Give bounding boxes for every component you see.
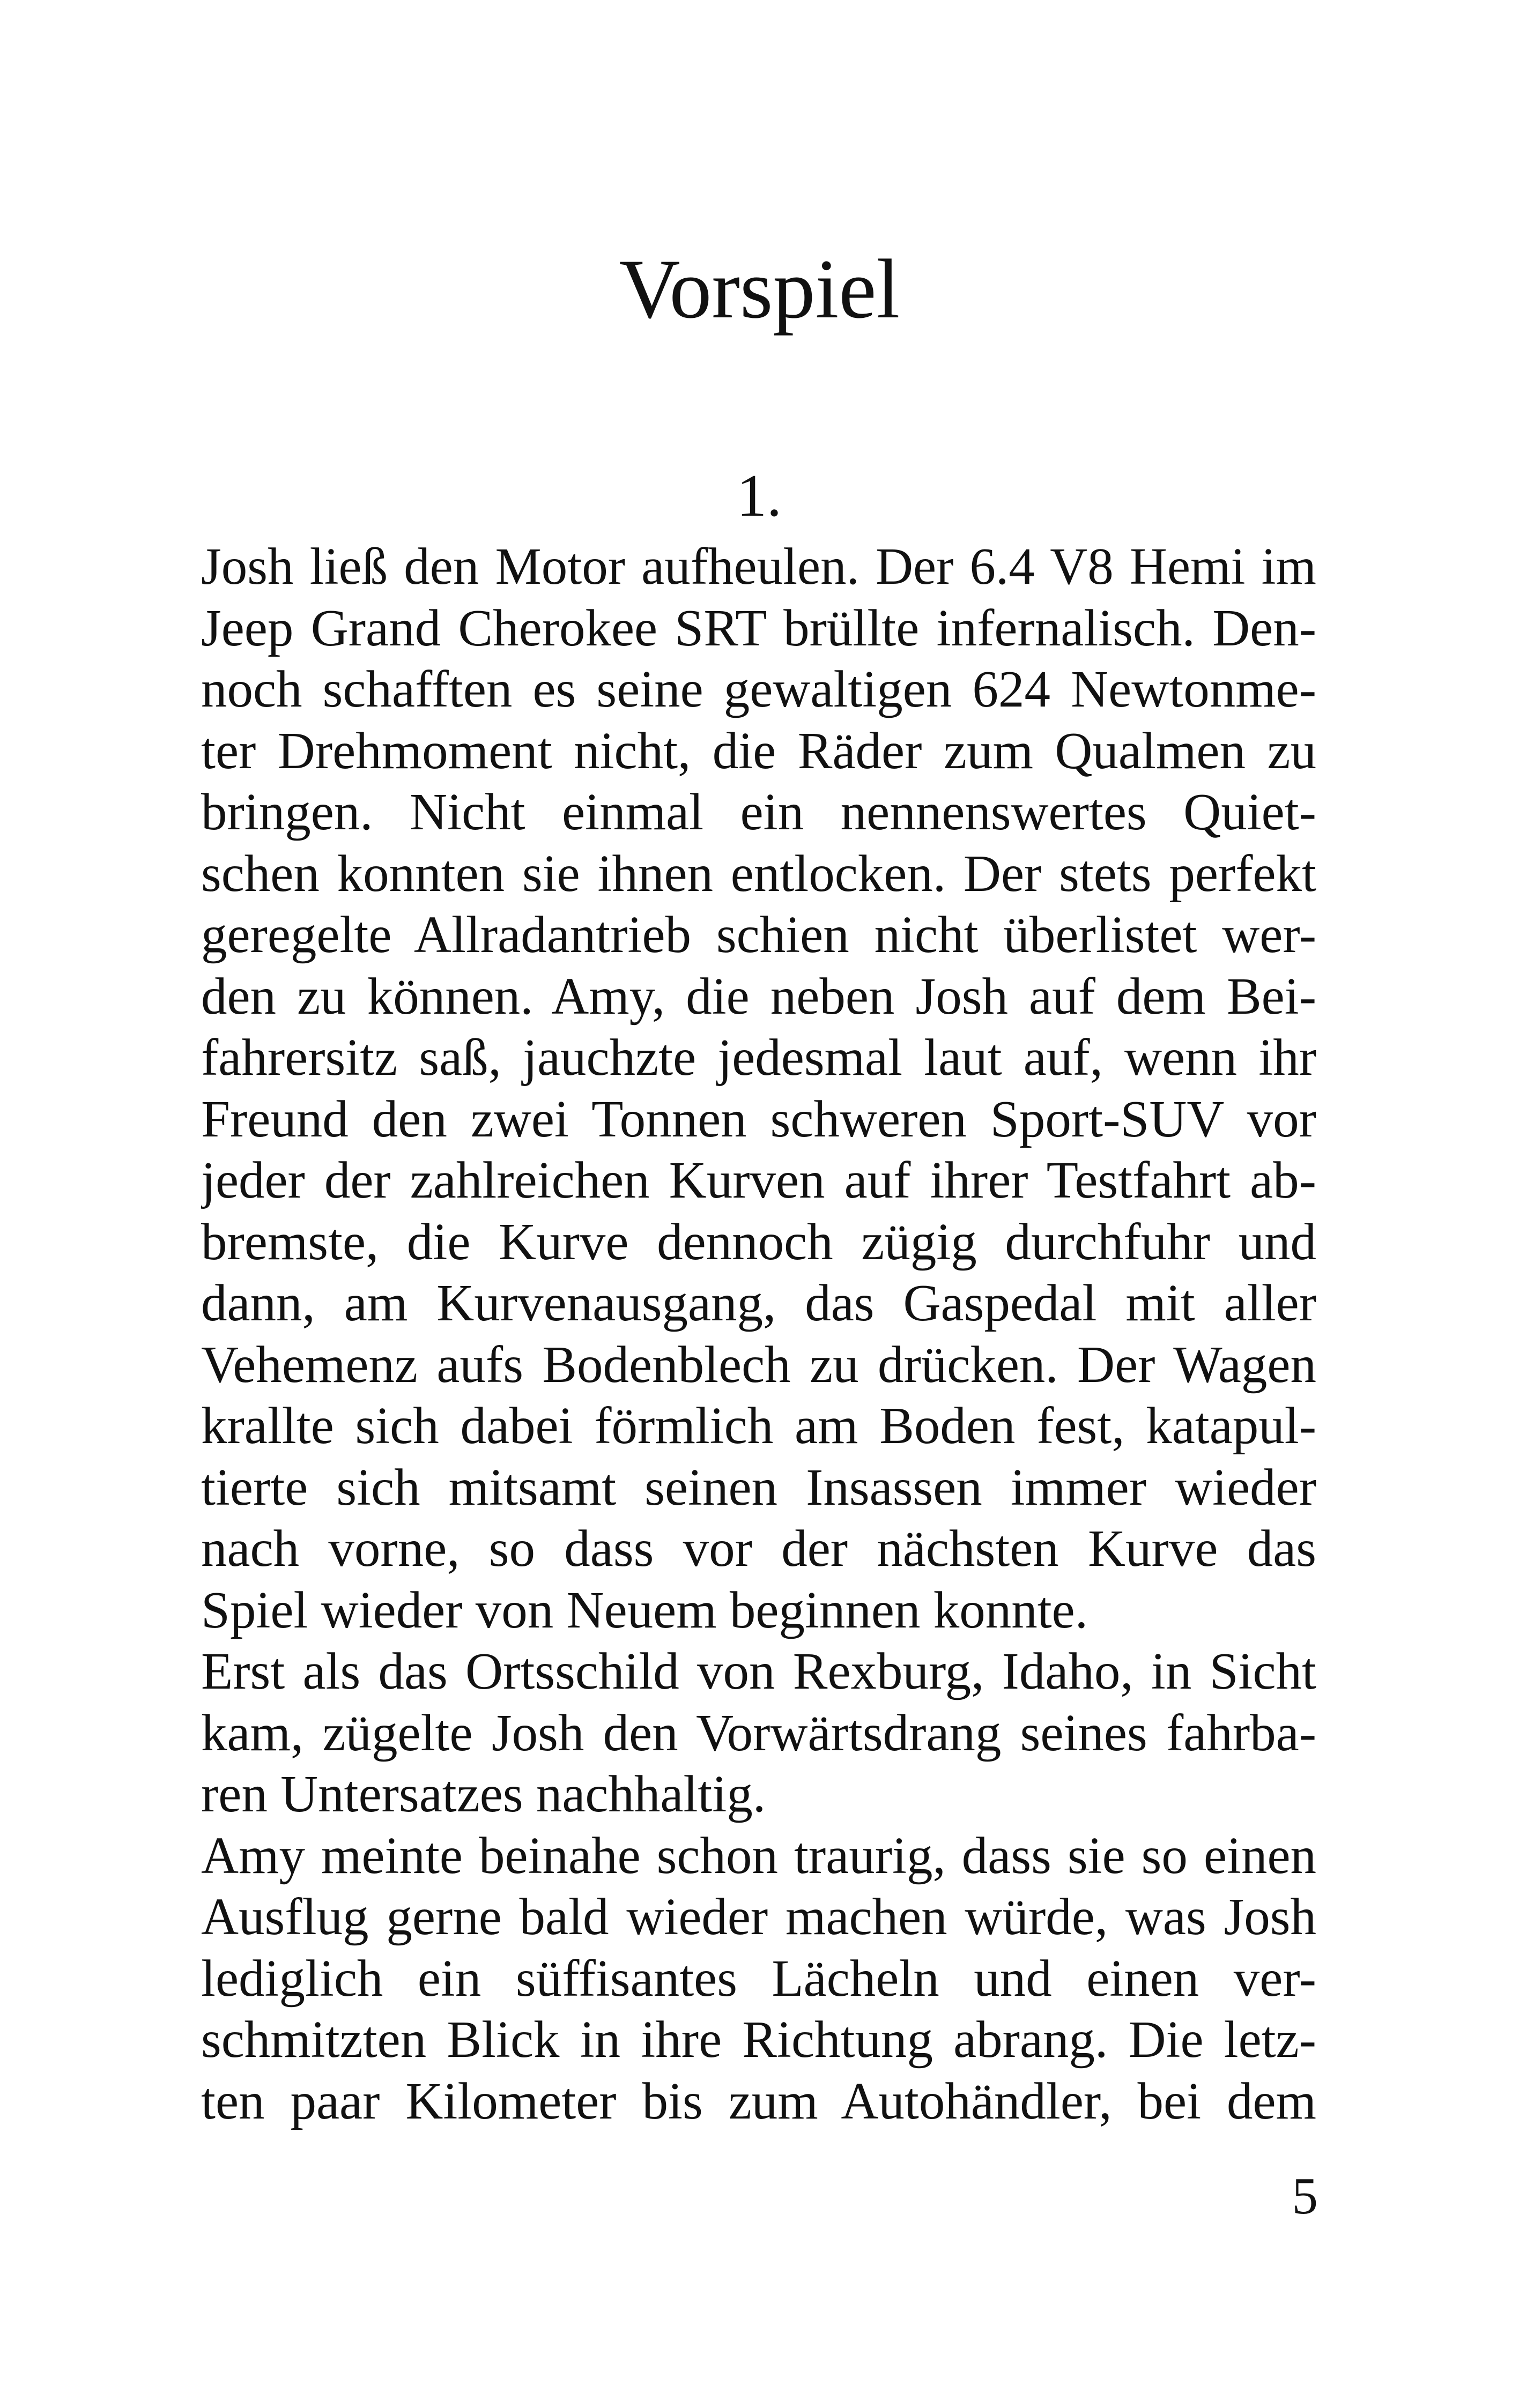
text-line: noch schafften es seine gewaltigen 624 Newtonme-	[201, 660, 1316, 718]
text-line: jeder der zahlreichen Kurven auf ihrer Testfahrt ab-	[201, 1151, 1316, 1209]
text-line: lediglich ein süffisantes Lächeln und einen ver-	[201, 1949, 1316, 2007]
text-line: Jeep Grand Cherokee SRT brüllte infernalisch. Den-	[201, 599, 1316, 657]
text-line: geregelte Allradantrieb schien nicht überlistet wer-	[201, 906, 1316, 963]
section-number: 1.	[737, 463, 782, 529]
text-line: Ausflug gerne bald wieder machen würde, was Josh	[201, 1888, 1316, 1945]
text-line: dann, am Kurvenausgang, das Gaspedal mit aller	[201, 1274, 1316, 1332]
text-line: Erst als das Ortsschild von Rexburg, Idaho, in Sicht	[201, 1643, 1316, 1700]
text-line: bremste, die Kurve dennoch zügig durchfuhr und	[201, 1213, 1316, 1270]
text-line: Freund den zwei Tonnen schweren Sport-SUV vor	[201, 1090, 1316, 1148]
text-line: Spiel wieder von Neuem beginnen konnte.	[201, 1581, 1088, 1639]
text-line: Vehemenz aufs Bodenblech zu drücken. Der Wagen	[201, 1335, 1316, 1393]
text-line: ten paar Kilometer bis zum Autohändler, bei dem	[201, 2072, 1316, 2130]
text-line: schen konnten sie ihnen entlocken. Der stets perfekt	[201, 844, 1316, 902]
text-line: Josh ließ den Motor aufheulen. Der 6.4 V8 Hemi im	[201, 538, 1316, 595]
text-line: ter Drehmoment nicht, die Räder zum Qualmen zu	[201, 722, 1316, 779]
chapter-title: Vorspiel	[619, 242, 900, 336]
text-line: ren Untersatzes nachhaltig.	[201, 1765, 766, 1823]
body-text	[201, 536, 1316, 2132]
text-line: nach vorne, so dass vor der nächsten Kurve das	[201, 1520, 1316, 1577]
text-line: schmitzten Blick in ihre Richtung abrang. Die letz-	[201, 2011, 1316, 2068]
text-line: Amy meinte beinahe schon traurig, dass sie so einen	[201, 1826, 1316, 1884]
page-number: 5	[1292, 2167, 1318, 2225]
text-line: kam, zügelte Josh den Vorwärtsdrang seines fahrba-	[201, 1704, 1316, 1762]
text-line: tierte sich mitsamt seinen Insassen immer wieder	[201, 1458, 1316, 1516]
text-line: den zu können. Amy, die neben Josh auf dem Bei-	[201, 967, 1316, 1025]
text-line: krallte sich dabei förmlich am Boden fest, katapul-	[201, 1397, 1316, 1454]
text-line: bringen. Nicht einmal ein nennenswertes Quiet-	[201, 783, 1316, 841]
text-line: fahrersitz saß, jauchzte jedesmal laut auf, wenn ihr	[201, 1029, 1316, 1086]
